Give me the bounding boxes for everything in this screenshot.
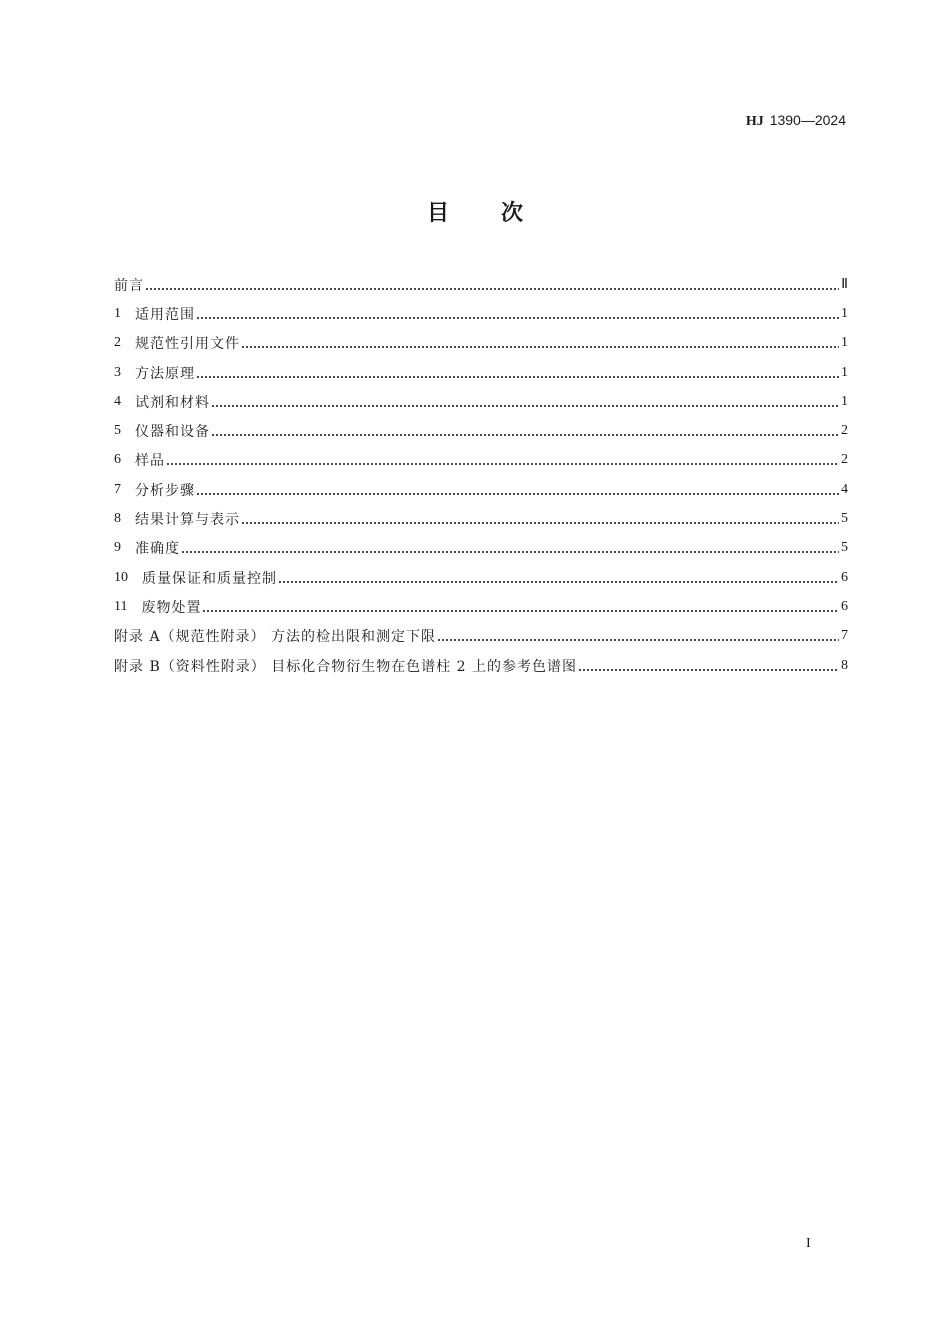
- toc-leader-dots: [278, 571, 839, 585]
- toc-entry-page: 2: [841, 423, 848, 439]
- toc-entry-label: 废物处置: [141, 599, 202, 616]
- toc-entry-number: 3: [114, 364, 121, 380]
- toc-entry-label: 附录 A（规范性附录） 方法的检出限和测定下限: [114, 629, 437, 646]
- toc-leader-dots: [211, 395, 839, 409]
- toc-entry-label: 分析步骤: [135, 482, 195, 499]
- page-number: I: [806, 1236, 811, 1251]
- toc-leader-dots: [181, 541, 839, 555]
- toc-leader-dots: [196, 483, 839, 497]
- toc-entry[interactable]: [114, 299, 848, 328]
- toc-entry-label: 质量保证和质量控制: [142, 570, 277, 587]
- toc-entry-number: 4: [114, 393, 121, 409]
- toc-entry[interactable]: [114, 387, 848, 416]
- toc-entry[interactable]: [114, 416, 848, 445]
- toc-entry-number: 11: [114, 598, 128, 614]
- standard-code: HJ: [745, 114, 764, 129]
- toc-entry-page: 1: [841, 364, 848, 380]
- toc-entry-page: 1: [841, 393, 848, 409]
- toc-entry-label: 试剂和材料: [135, 394, 210, 411]
- toc-entry[interactable]: [114, 446, 848, 475]
- toc-leader-dots: [145, 278, 839, 292]
- page-title: 目次: [426, 201, 575, 226]
- toc-entry-label: 仪器和设备: [135, 424, 210, 441]
- toc-leader-dots: [166, 453, 839, 467]
- toc-entry[interactable]: [114, 622, 848, 651]
- toc-entry-page: 8: [841, 657, 848, 673]
- toc-entry-page: 1: [841, 305, 848, 321]
- toc-entry-page: 4: [841, 481, 848, 497]
- toc-entry-label: 前言: [114, 277, 144, 294]
- toc-entry-label: 准确度: [135, 541, 180, 558]
- toc-entry-page: 5: [841, 540, 848, 556]
- table-of-contents: [114, 270, 848, 680]
- toc-entry[interactable]: [114, 270, 848, 299]
- toc-leader-dots: [241, 512, 839, 526]
- toc-entry-number: 5: [114, 423, 121, 439]
- toc-entry-number: 9: [114, 540, 121, 556]
- toc-entry[interactable]: [114, 358, 848, 387]
- toc-entry-label: 规范性引用文件: [135, 336, 240, 353]
- toc-entry[interactable]: [114, 475, 848, 504]
- toc-entry-page: 7: [841, 628, 848, 644]
- toc-entry-label: 适用范围: [135, 306, 195, 323]
- toc-entry-number: 2: [114, 335, 121, 351]
- toc-entry[interactable]: [114, 504, 848, 533]
- document-header: [746, 112, 846, 130]
- toc-entry-label: 结果计算与表示: [135, 512, 240, 529]
- toc-entry-page: 2: [841, 452, 848, 468]
- toc-entry-page: Ⅱ: [841, 277, 848, 293]
- toc-leader-dots: [437, 629, 839, 643]
- toc-entry[interactable]: [114, 651, 848, 680]
- toc-entry-number: 10: [114, 569, 128, 585]
- toc-leader-dots: [578, 659, 839, 673]
- toc-leader-dots: [241, 336, 839, 350]
- standard-number: 1390—2024: [769, 112, 846, 128]
- toc-entry-label: 样品: [135, 453, 165, 470]
- toc-entry-page: 1: [841, 335, 848, 351]
- toc-entry-page: 6: [841, 569, 848, 585]
- toc-leader-dots: [202, 600, 839, 614]
- toc-leader-dots: [211, 424, 839, 438]
- toc-leader-dots: [196, 307, 839, 321]
- toc-entry-number: 7: [114, 481, 121, 497]
- toc-leader-dots: [196, 366, 839, 380]
- toc-entry[interactable]: [114, 563, 848, 592]
- toc-entry-number: 1: [114, 305, 121, 321]
- toc-entry-number: 8: [114, 511, 121, 527]
- toc-entry[interactable]: [114, 329, 848, 358]
- toc-entry-page: 6: [841, 598, 848, 614]
- toc-entry-page: 5: [841, 511, 848, 527]
- toc-entry-number: 6: [114, 452, 121, 468]
- toc-entry-label: 附录 B（资料性附录） 目标化合物衍生物在色谱柱 2 上的参考色谱图: [114, 658, 577, 675]
- toc-entry[interactable]: [114, 534, 848, 563]
- toc-entry[interactable]: [114, 592, 848, 621]
- toc-entry-label: 方法原理: [135, 365, 195, 382]
